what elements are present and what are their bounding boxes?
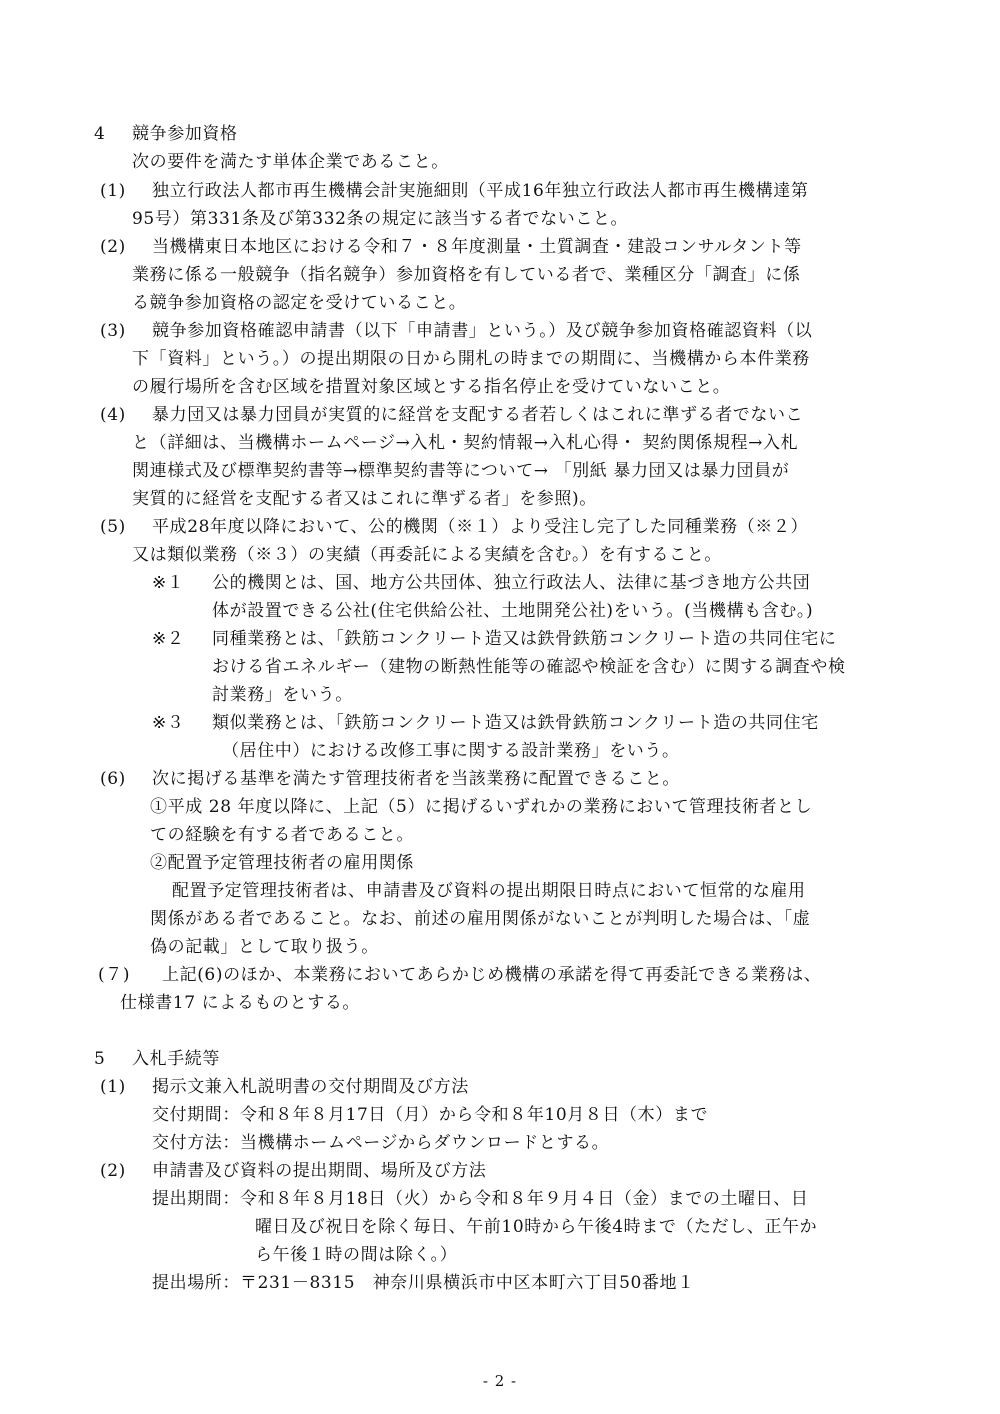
item-4-3-line1: 競争参加資格確認申請書（以下「申請書」という。）及び競争参加資格確認資料（以: [152, 321, 813, 341]
section-5-heading: 入札手続等: [132, 1049, 220, 1069]
item-4-6-sub2-line2: 関係がある者であること。なお、前述の雇用関係がないことが判明した場合は、｢虚: [150, 909, 811, 929]
item-4-3-number: (3): [100, 321, 126, 341]
item-4-2-line2: 業務に係る一般競争（指名競争）参加資格を有している者で、業種区分「調査」に係: [132, 265, 801, 285]
item-4-6-sub1-line1: ①平成 28 年度以降に、上記（5）に掲げるいずれかの業務において管理技術者とし: [150, 797, 813, 817]
item-4-2-number: (2): [100, 237, 126, 257]
item-5-1-period: 交付期間：令和８年８月17日（月）から令和８年10月８日（木）まで: [152, 1105, 709, 1125]
page-number: - 2 -: [482, 1372, 518, 1390]
item-4-5-line1: 平成28年度以降において、公的機関（※１）より受注し完了した同種業務（※２）: [152, 517, 809, 537]
item-5-2-number: (2): [100, 1161, 126, 1181]
item-5-1-number: (1): [100, 1077, 126, 1097]
item-4-2-line3: る競争参加資格の認定を受けていること。: [132, 293, 467, 313]
note-2-line3: 討業務」をいう。: [212, 685, 353, 705]
item-5-1-method: 交付方法：当機構ホームページからダウンロードとする。: [152, 1133, 610, 1153]
section-4-heading: 競争参加資格: [132, 124, 238, 144]
item-4-5-number: (5): [100, 517, 126, 537]
item-4-6-sub2-line1: 配置予定管理技術者は、申請書及び資料の提出期限日時点において恒常的な雇用: [172, 881, 806, 901]
item-4-6-sub2-line3: 偽の記載」として取り扱う。: [150, 937, 379, 957]
item-5-2-period-line3: ら午後１時の間は除く。）: [255, 1245, 458, 1265]
item-4-6-sub1-line2: ての経験を有する者であること。: [150, 825, 414, 845]
note-3-mark: ※３: [152, 713, 185, 733]
item-4-3-line2: 下「資料」という。）の提出期限の日から開札の時までの期間に、当機構から本件業務: [132, 349, 810, 369]
item-4-4-line4: 実質的に経営を支配する者又はこれに準ずる者」を参照)。: [132, 489, 597, 509]
section-5-number: 5: [94, 1049, 106, 1069]
note-2-mark: ※２: [152, 629, 185, 649]
note-1-line2: 体が設置できる公社(住宅供給公社、土地開発公社)をいう。(当機構も含む。): [212, 601, 814, 621]
item-4-6-number: (6): [100, 769, 126, 789]
item-4-1-line2: 95号）第331条及び第332条の規定に該当する者でないこと。: [132, 209, 629, 229]
item-4-5-line2: 又は類似業務（※３）の実績（再委託による実績を含む。）を有すること。: [132, 545, 722, 565]
item-4-7-line2: 仕様書17 によるものとする。: [120, 993, 361, 1013]
item-4-3-line3: の履行場所を含む区域を措置対象区域とする指名停止を受けていないこと。: [132, 377, 731, 397]
note-1-mark: ※１: [152, 573, 185, 593]
item-4-4-line2: と（詳細は、当機構ホームページ→入札・契約情報→入札心得・ 契約関係規程→入札: [132, 433, 799, 453]
item-4-6-sub2-title: ②配置予定管理技術者の雇用関係: [150, 853, 414, 873]
note-3-line1: 類似業務とは、｢鉄筋コンクリート造又は鉄骨鉄筋コンクリート造の共同住宅: [212, 713, 819, 733]
item-4-4-line1: 暴力団又は暴力団員が実質的に経営を支配する者若しくはこれに準ずる者でないこ: [152, 405, 804, 425]
item-4-1-number: (1): [100, 181, 126, 201]
note-2-line1: 同種業務とは、「鉄筋コンクリート造又は鉄骨鉄筋コンクリート造の共同住宅に: [212, 629, 837, 649]
item-5-2-place: 提出場所：〒231－8315 神奈川県横浜市中区本町六丁目50番地１: [152, 1273, 695, 1293]
item-4-1-line1: 独立行政法人都市再生機構会計実施細則（平成16年独立行政法人都市再生機構達第: [152, 181, 809, 201]
item-5-2-title: 申請書及び資料の提出期間、場所及び方法: [152, 1161, 487, 1181]
note-2-line2: おける省エネルギー（建物の断熱性能等の確認や検証を含む）に関する調査や検: [212, 657, 846, 677]
item-5-1-title: 掲示文兼入札説明書の交付期間及び方法: [152, 1077, 469, 1097]
item-4-2-line1: 当機構東日本地区における令和７・８年度測量・土質調査・建設コンサルタント等: [152, 237, 802, 257]
note-1-line1: 公的機関とは、国、地方公共団体、独立行政法人、法律に基づき地方公共団: [212, 573, 811, 593]
item-5-2-period-line1: 提出期間：令和８年８月18日（火）から令和８年９月４日（金）までの土曜日、日: [152, 1189, 809, 1209]
item-4-6-line1: 次に掲げる基準を満たす管理技術者を当該業務に配置できること。: [152, 769, 680, 789]
section-4-intro: 次の要件を満たす単体企業であること。: [132, 152, 449, 172]
section-4-number: 4: [94, 124, 106, 144]
item-5-2-period-line2: 曜日及び祝日を除く毎日、午前10時から午後4時まで（ただし、正午か: [255, 1217, 818, 1237]
item-4-4-number: (4): [100, 405, 126, 425]
note-3-line2: （居住中）における改修工事に関する設計業務」をいう。: [222, 741, 680, 761]
item-4-7-line1: 上記(6)のほか、本業務においてあらかじめ機構の承諾を得て再委託できる業務は、: [162, 965, 822, 985]
item-4-7-number: (７): [98, 965, 131, 985]
item-4-4-line3: 関連様式及び標準契約書等→標準契約書等について→ 「別紙 暴力団又は暴力団員が: [132, 461, 790, 481]
